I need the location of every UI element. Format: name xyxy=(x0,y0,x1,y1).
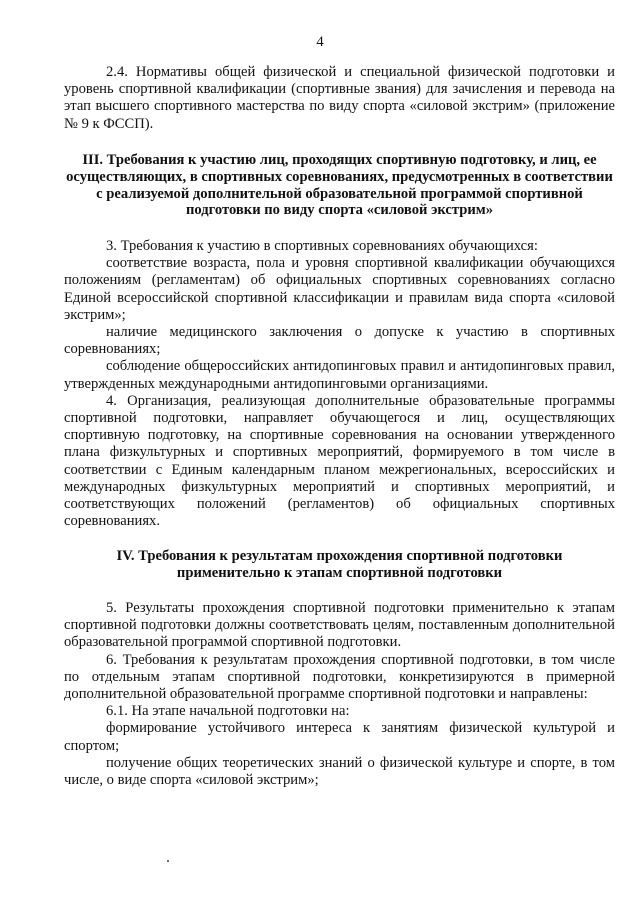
paragraph-3-antidoping: соблюдение общероссийских антидопинговых правил и антидопинговых правил, утвержденных международными антидопинговыми организациями. xyxy=(64,358,615,392)
paragraph-5: 5. Результаты прохождения спортивной подготовки применительно к этапам спортивной подготовки должны соответствовать целям, поставленным дополнительной образовательной программой спортивной подготовки. xyxy=(64,600,615,651)
paragraph-6-1-interest: формирование устойчивого интереса к занятиям физической культурой и спортом; xyxy=(64,720,615,754)
paragraph-3-intro: 3. Требования к участию в спортивных соревнованиях обучающихся: xyxy=(106,238,538,254)
section-4-heading-block xyxy=(64,548,615,582)
paragraph-6: 6. Требования к результатам прохождения спортивной подготовки, в том числе по отдельным этапам спортивной подготовки, конкретизируются в примерной дополнительной образовательной программе спортивной подготовки и направлены: xyxy=(64,651,615,703)
paragraph-6-1-knowledge: получение общих теоретических знаний о физической культуре и спорте, в том числе, о виде спорта «силовой экстрим»; xyxy=(64,754,615,789)
paragraph-4: 4. Организация, реализующая дополнительные образовательные программы спортивной подготовки, направляет обучающегося и лиц, осуществляющих спортивную подготовку, на спортивные соревнования на основании утвержденного плана физкультурных и спортивных мероприятий, формируемого в том числе в соответствии с Единым календарным планом межрегиональных, всероссийских и международных физкультурных мероприятий и спортивных мероприятий, и соответствующих положений (регламентов) об официальных спортивных соревнованиях. xyxy=(64,392,615,530)
paragraph-2-4: 2.4. Нормативы общей физической и специальной физической подготовки и уровень спортивной квалификации (спортивные звания) для зачисления и перевода на этап высшего спортивного мастерства по виду спорта «силовой экстрим» (приложение № 9 к ФССП). xyxy=(64,64,615,132)
scan-speck xyxy=(167,860,169,862)
section-3-heading-block xyxy=(64,152,615,219)
paragraph-2-4-block xyxy=(64,64,615,133)
paragraph-6-1: 6.1. На этапе начальной подготовки на: xyxy=(106,703,350,720)
page-number: 4 xyxy=(316,34,324,50)
section-4-heading: IV. Требования к результатам прохождения спортивной подготовки применительно к этапам спортивной подготовки xyxy=(116,548,563,581)
section-3-heading: III. Требования к участию лиц, проходящих спортивную подготовку, и лиц, ее осуществляющих, в спортивных соревнованиях, предусмотренных в соответствии с реализуемой дополнительной образовательной программой спортивной подготовки по виду спорта «силовой экстрим» xyxy=(66,152,613,219)
section-3-body xyxy=(64,238,615,530)
section-4-body xyxy=(64,600,615,789)
paragraph-3-age: соответствие возраста, пола и уровня спортивной квалификации обучающихся положениям (регламентам) об официальных спортивных соревнованиях согласно Единой всероссийской спортивной классификации и правилам вида спорта «силовой экстрим»; xyxy=(64,255,615,323)
paragraph-3-medical: наличие медицинского заключения о допуске к участию в спортивных соревнованиях; xyxy=(64,324,615,358)
